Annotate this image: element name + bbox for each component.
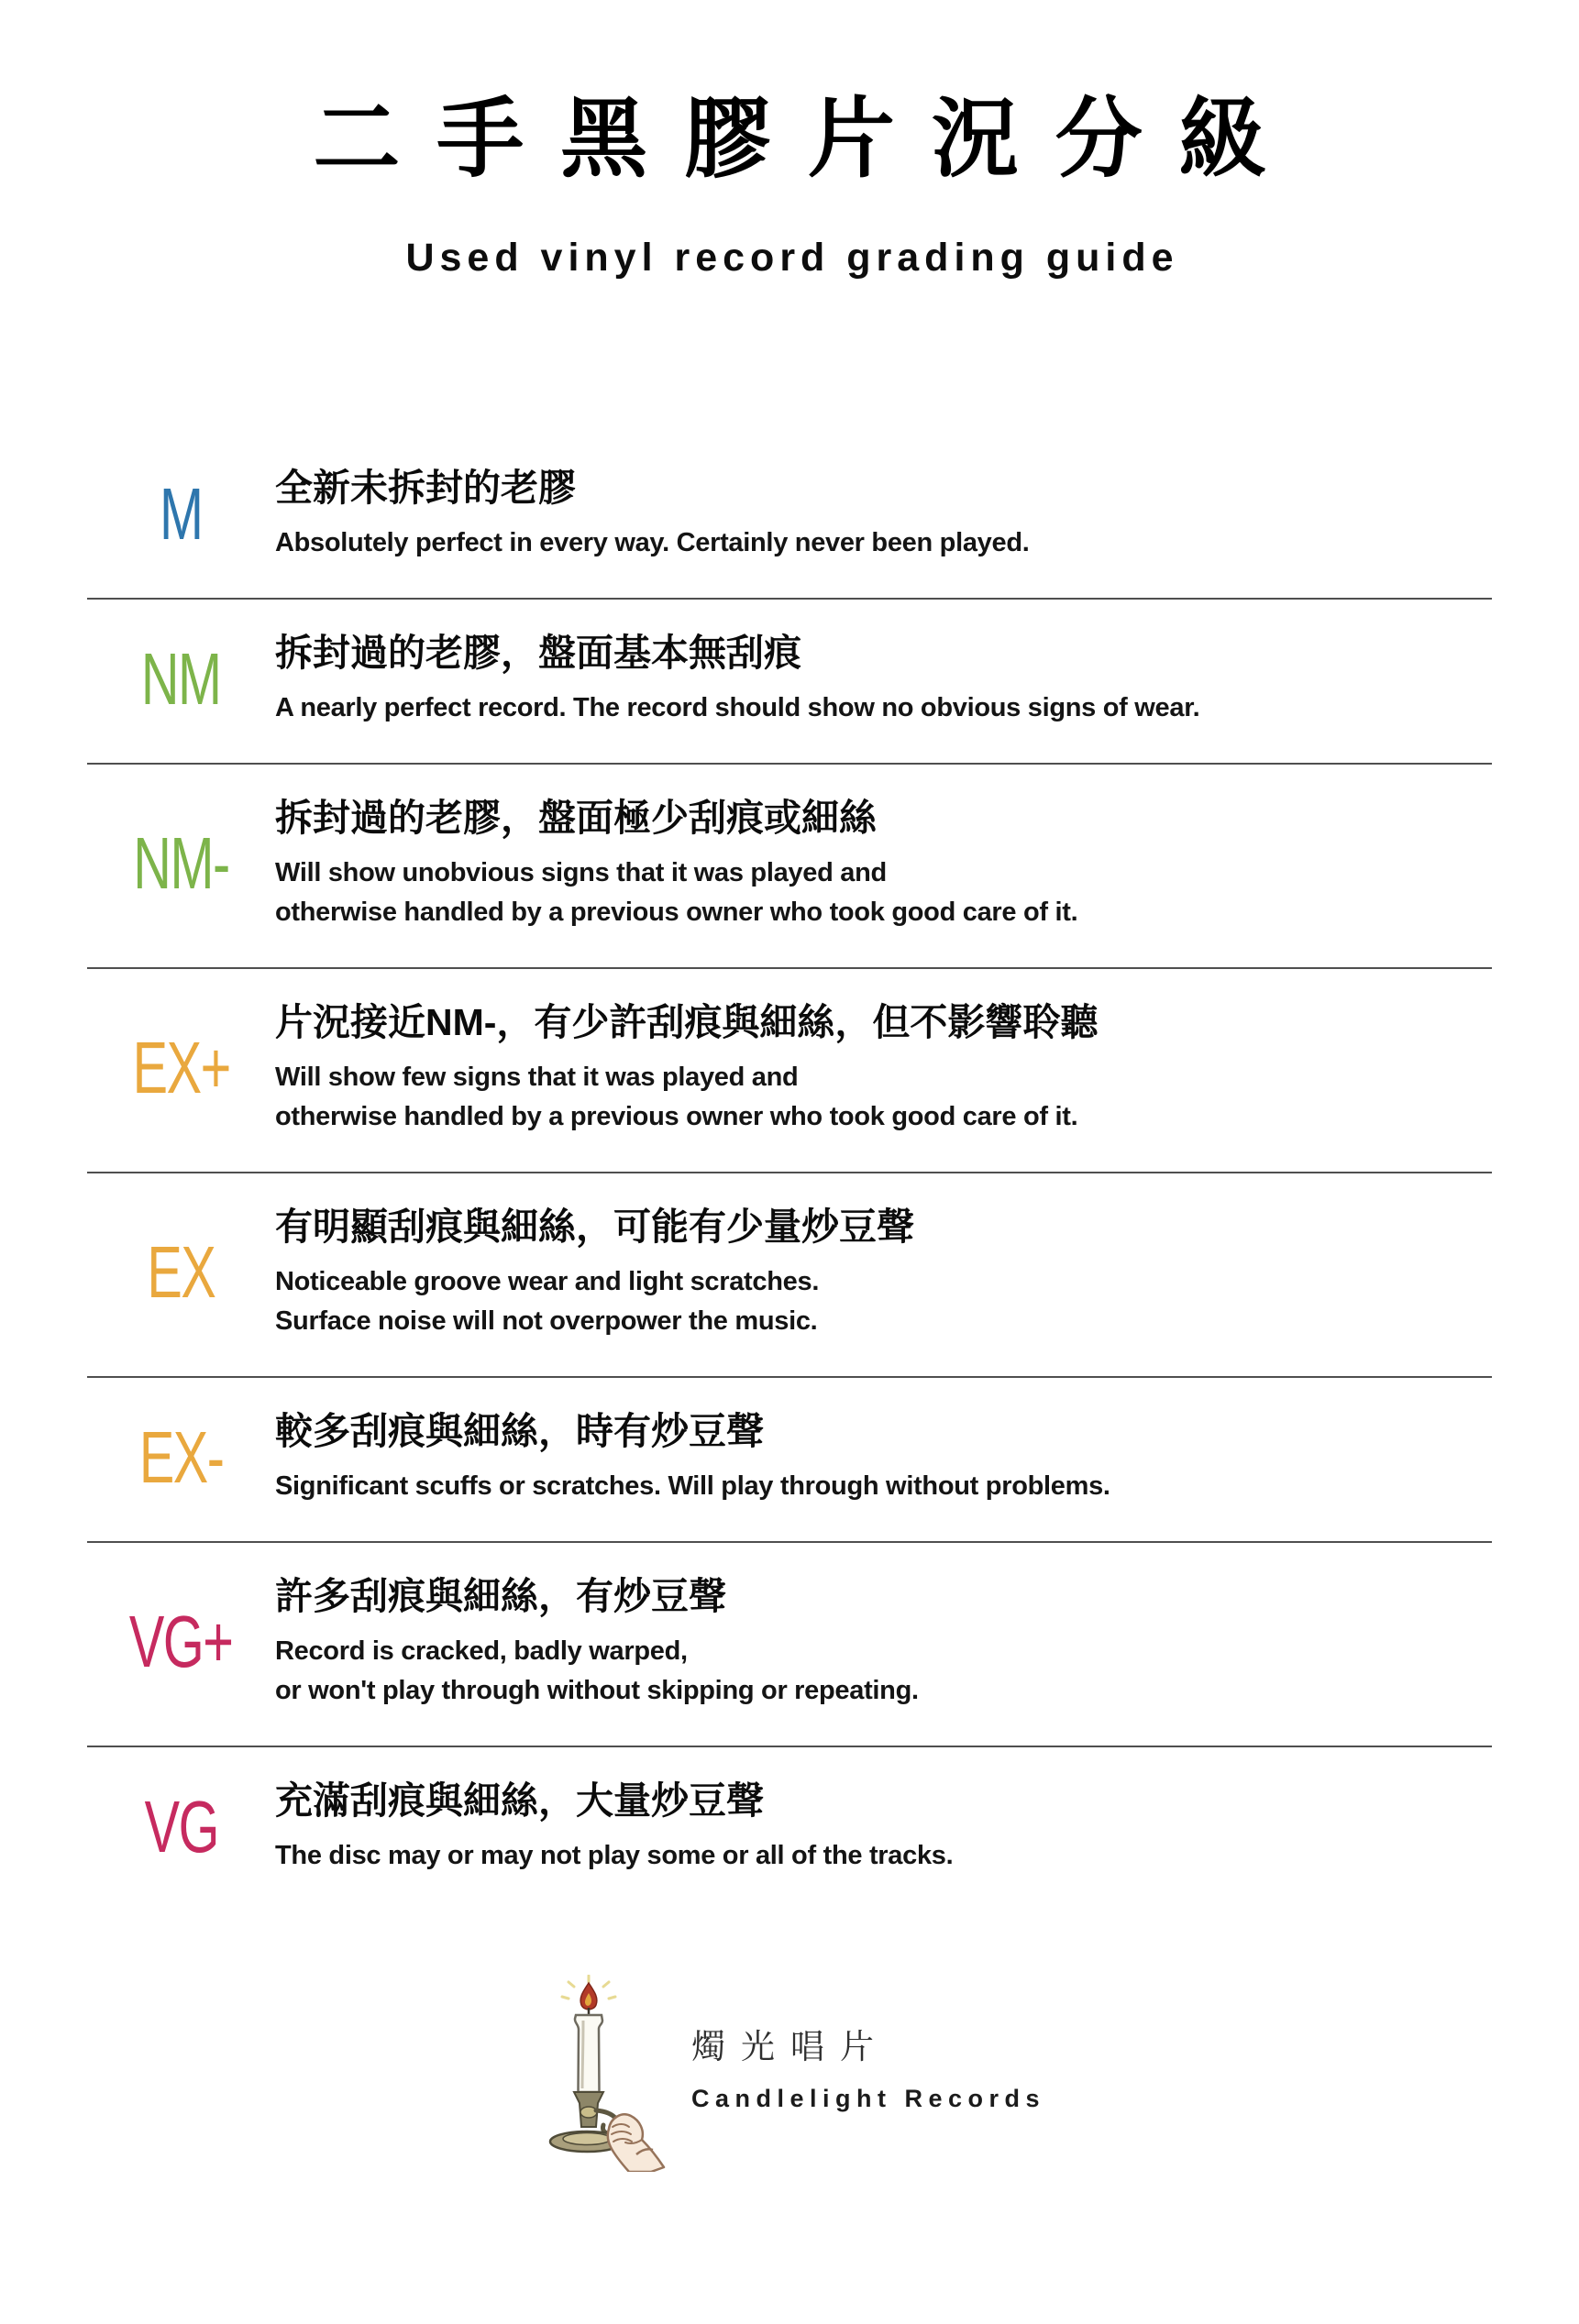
grade-description-zh: 拆封過的老膠，盤面基本無刮痕 <box>275 631 801 674</box>
grade-row <box>87 1543 1492 1747</box>
grade-text-column <box>275 796 1492 932</box>
grade-text-column <box>275 466 1492 563</box>
grade-code: EX <box>147 1231 215 1314</box>
grade-code: EX- <box>138 1415 224 1498</box>
grade-description-en-line: or won't play through without skipping or repeating. <box>275 1675 919 1705</box>
grade-code: EX+ <box>132 1027 230 1109</box>
grade-code-column <box>87 1027 275 1109</box>
grade-description-en-line: Noticeable groove wear and light scratches. <box>275 1266 820 1296</box>
grade-description-zh: 有明顯刮痕與細絲，可能有少量炒豆聲 <box>275 1205 914 1248</box>
grade-description-en-line: Significant scuffs or scratches. Will play through without problems. <box>275 1470 1110 1501</box>
grade-code-column <box>87 1785 275 1867</box>
grade-description-zh: 拆封過的老膠，盤面極少刮痕或細絲 <box>275 796 877 839</box>
grading-guide-poster <box>0 92 1579 2324</box>
grade-description-en <box>275 1058 1492 1137</box>
grade-text-column <box>275 1205 1492 1341</box>
grade-code-column <box>87 1601 275 1683</box>
candle-in-hand-icon <box>534 1975 671 2172</box>
grade-description-en <box>275 1262 1492 1341</box>
brand-text-block <box>691 1975 1045 2113</box>
grade-description-en-line: otherwise handled by a previous owner who took good care of it. <box>275 1101 1078 1131</box>
grade-description-en <box>275 1467 1492 1506</box>
grade-row <box>87 600 1492 765</box>
grade-text-column <box>275 1574 1492 1711</box>
grade-description-zh: 全新未拆封的老膠 <box>275 466 576 509</box>
grade-description-zh: 片況接近NM-，有少許刮痕與細絲，但不影響聆聽 <box>275 1000 1099 1043</box>
grade-code: M <box>160 472 203 555</box>
holder-ornament <box>580 2107 597 2118</box>
grade-description-en-line: Will show few signs that it was played and <box>275 1062 799 1092</box>
candle-logo-svg <box>534 1975 671 2172</box>
grades-list <box>87 435 1492 1911</box>
grade-code-column <box>87 1231 275 1314</box>
grade-text-column <box>275 1409 1492 1506</box>
grade-text-column <box>275 1779 1492 1876</box>
grade-description-en-line: otherwise handled by a previous owner who took good care of it. <box>275 897 1078 927</box>
grade-code: VG <box>144 1785 218 1867</box>
grade-row <box>87 1378 1492 1543</box>
grade-description-en <box>275 1632 1492 1711</box>
grade-text-column <box>275 1000 1492 1137</box>
grade-code-column <box>87 822 275 905</box>
page-title: 二手黑膠片況分級 <box>313 91 1303 188</box>
grade-description-en-line: Absolutely perfect in every way. Certainly never been played. <box>275 527 1030 557</box>
grade-description-en-line: Surface noise will not overpower the music. <box>275 1305 818 1336</box>
grade-description-zh: 充滿刮痕與細絲，大量炒豆聲 <box>275 1779 764 1822</box>
grade-description-en <box>275 688 1492 728</box>
grade-row <box>87 969 1492 1173</box>
grade-code: NM <box>141 637 221 720</box>
brand-name-en: Candlelight Records <box>690 2084 1046 2112</box>
brand-name-zh: 燭光唱片 <box>690 2027 889 2065</box>
candle-body <box>575 2015 602 2092</box>
grade-row <box>87 435 1492 600</box>
grade-row <box>87 1173 1492 1378</box>
grade-code-column <box>87 637 275 720</box>
grade-description-en-line: Record is cracked, badly warped, <box>275 1636 688 1666</box>
grade-description-en-line: The disc may or may not play some or all of the tracks. <box>275 1840 954 1870</box>
grade-row <box>87 765 1492 969</box>
grade-description-en-line: A nearly perfect record. The record should show no obvious signs of wear. <box>275 692 1200 722</box>
grade-code-column <box>87 472 275 555</box>
grade-text-column <box>275 631 1492 728</box>
grade-row <box>87 1747 1492 1911</box>
page-subtitle: Used vinyl record grading guide <box>405 235 1179 280</box>
grade-description-en-line: Will show unobvious signs that it was played and <box>275 857 887 887</box>
grade-code-column <box>87 1415 275 1498</box>
candle-shading <box>582 2021 583 2088</box>
drip-tray-inner <box>563 2132 611 2144</box>
grade-description-zh: 較多刮痕與細絲，時有炒豆聲 <box>275 1409 764 1452</box>
grade-code: VG+ <box>129 1601 233 1683</box>
grade-description-zh: 許多刮痕與細絲，有炒豆聲 <box>275 1574 726 1617</box>
grade-description-en <box>275 854 1492 932</box>
grade-description-en <box>275 1836 1492 1876</box>
footer-brand <box>87 1975 1492 2172</box>
grade-code: NM- <box>133 822 229 905</box>
grade-description-en <box>275 523 1492 563</box>
